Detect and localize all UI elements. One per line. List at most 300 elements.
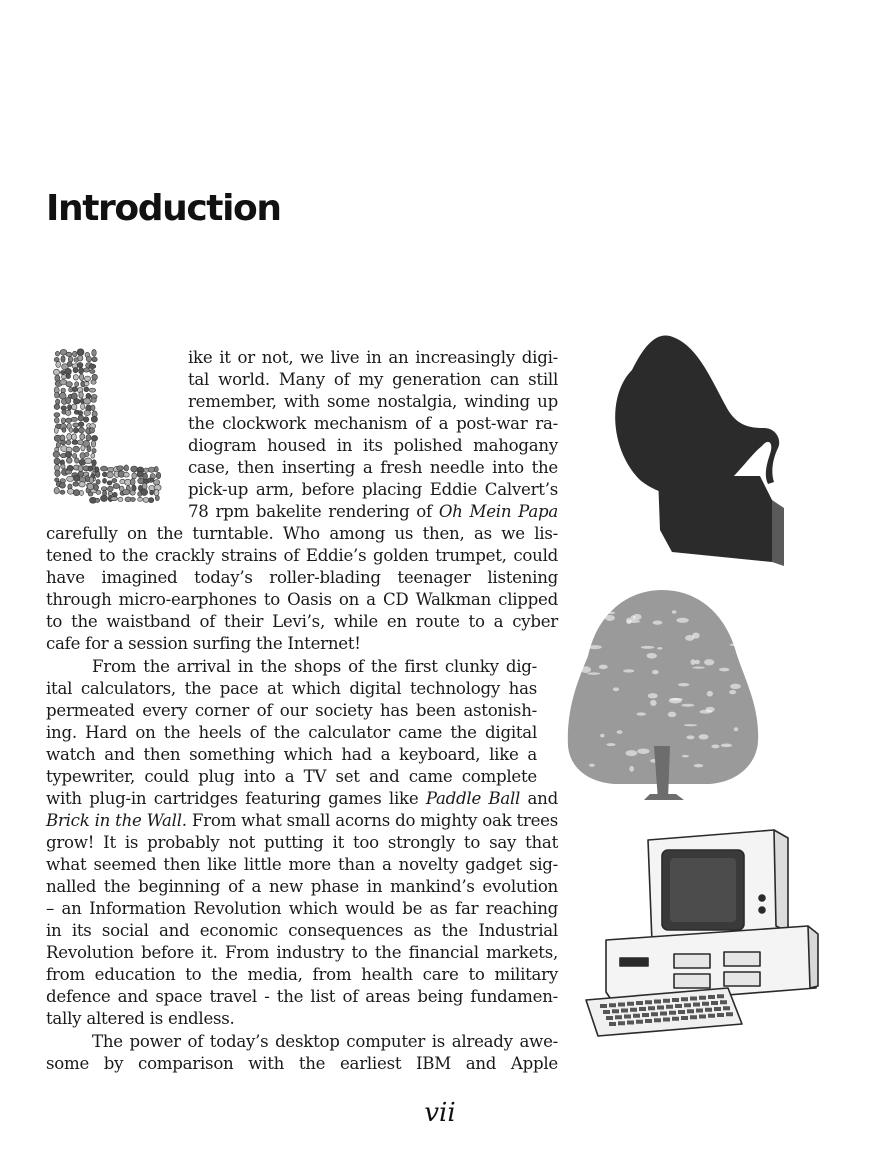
text-line: watch and then something which had a keyboard, like a xyxy=(46,745,537,764)
drop-cap-pebble xyxy=(154,466,158,472)
keyboard-key xyxy=(642,1013,649,1017)
drop-cap-pebble xyxy=(138,478,144,484)
tree-leaf-gap xyxy=(626,750,638,756)
keyboard-key xyxy=(675,1004,682,1008)
text-line: ing. Hard on the heels of the calculator came the digital xyxy=(46,723,537,742)
tree-leaf-gap xyxy=(587,672,600,674)
drop-cap-pebble xyxy=(96,479,100,484)
text-line-with-italic xyxy=(188,501,558,523)
keyboard-key xyxy=(600,1004,607,1008)
tree-leaf-gap xyxy=(729,690,736,694)
keyboard-key xyxy=(666,1005,673,1009)
keyboard-key xyxy=(663,1018,670,1022)
drop-cap-pebble xyxy=(79,482,85,487)
drop-cap-pebble xyxy=(89,388,96,392)
tree-leaf-gap xyxy=(583,619,587,622)
drop-cap-pebble xyxy=(53,451,60,457)
drop-cap-pebble xyxy=(73,490,80,496)
drop-cap-pebble xyxy=(66,382,73,387)
drop-cap-pebble xyxy=(118,497,123,502)
keyboard-key xyxy=(621,1009,628,1013)
tree-leaf-gap xyxy=(617,730,623,734)
drop-cap-pebble xyxy=(61,418,65,423)
drop-cap-pebble xyxy=(103,478,107,483)
tree-leaf-gap xyxy=(719,668,729,672)
drop-cap-pebble xyxy=(56,442,60,447)
drop-cap-pebble xyxy=(83,398,90,404)
drop-cap-pebble xyxy=(84,387,89,392)
tree-leaf-gap xyxy=(694,660,699,665)
drop-cap-pebble xyxy=(53,369,59,375)
drop-cap-pebble xyxy=(155,495,159,500)
tree-leaf-gap xyxy=(678,683,689,686)
keyboard-key xyxy=(681,997,688,1001)
drop-cap-pebble xyxy=(79,427,85,433)
drop-cap-pebble xyxy=(130,497,135,501)
record-title-italic: Oh Mein Papa xyxy=(438,502,558,521)
drop-cap-pebble xyxy=(54,404,60,410)
text-line: typewriter, could plug into a TV set and came complete xyxy=(46,767,537,786)
keyboard-key xyxy=(672,998,679,1002)
drop-cap-pebble xyxy=(72,404,77,410)
drop-cap-pebble xyxy=(67,433,72,440)
game-title-italic: Paddle Ball xyxy=(425,789,521,808)
drop-cap-pebble xyxy=(61,388,66,393)
drop-cap-pebble xyxy=(132,473,137,479)
text-line: defence and space travel - the list of areas being fundamen- xyxy=(46,987,558,1006)
keyboard-key xyxy=(627,1021,634,1025)
tree-leaf-gap xyxy=(721,744,732,748)
keyboard-key xyxy=(636,1020,643,1024)
drop-cap-pebble xyxy=(91,453,95,458)
text-line: the clockwork mechanism of a post-war ra- xyxy=(188,414,558,433)
keyboard-key xyxy=(657,1006,664,1010)
tree-leaf-gap xyxy=(668,712,676,718)
drop-cap-pebble xyxy=(86,356,91,361)
text-line: through micro-earphones to Oasis on a CD Walkman clipped xyxy=(46,590,558,609)
text-line: remember, with some nostalgia, winding up xyxy=(188,392,558,411)
gramophone-horn xyxy=(615,335,779,495)
tree-leaf-gap xyxy=(600,734,604,738)
tree-leaf-gap xyxy=(676,618,689,623)
keyboard-key xyxy=(726,1012,733,1016)
drop-cap-pebble xyxy=(74,458,79,463)
drop-cap-pebble xyxy=(156,472,160,479)
gramophone-shadow xyxy=(772,500,784,566)
drop-cap-pebble xyxy=(130,479,135,486)
drop-cap-pebble xyxy=(67,476,74,481)
monitor-knob xyxy=(759,895,765,901)
text-line: From the arrival in the shops of the first clunky dig- xyxy=(92,657,537,676)
drop-cap-pebble xyxy=(154,480,160,485)
tree-leaf-gap xyxy=(623,669,634,672)
oak-tree-image xyxy=(564,586,760,802)
drop-cap-pebble xyxy=(74,475,80,481)
keyboard-key xyxy=(711,1001,718,1005)
text-segment: From what small acorns do mighty oak trees xyxy=(191,811,559,830)
drop-cap-pebble xyxy=(66,352,72,356)
drop-cap-pebble xyxy=(61,464,65,469)
keyboard-key xyxy=(717,994,724,998)
tree-leaf-gap xyxy=(637,748,649,754)
text-line: grow! It is probably not putting it too strongly to say that xyxy=(46,833,558,852)
drop-cap-pebble xyxy=(88,492,93,496)
drop-cap-pebble xyxy=(73,367,78,372)
tree-leaf-gap xyxy=(681,704,694,707)
gramophone-image xyxy=(612,330,812,575)
drop-cap-pebble xyxy=(72,387,78,392)
tree-leaf-gap xyxy=(734,727,738,731)
tree-leaf-gap xyxy=(637,712,646,715)
drop-cap-pebble xyxy=(56,361,61,367)
text-line: The power of today’s desktop computer is already awe- xyxy=(92,1032,558,1051)
tree-leaf-gap xyxy=(609,612,615,614)
drop-cap-pebble xyxy=(90,369,95,373)
drop-cap-pebble xyxy=(131,466,138,472)
drop-cap-pebble xyxy=(66,374,71,379)
drop-cap-pebble xyxy=(78,415,83,421)
drop-cap-pebble xyxy=(91,416,97,422)
tree-leaf-gap xyxy=(730,644,741,647)
drop-cap-pebble xyxy=(91,435,97,441)
drop-cap-pebble xyxy=(66,440,71,445)
drop-cap-pebble xyxy=(61,356,65,363)
drop-cap-pebble xyxy=(54,487,59,493)
floppy-drive xyxy=(674,954,710,968)
drop-cap-pebble xyxy=(81,445,85,451)
text-line: case, then inserting a fresh needle into the xyxy=(188,458,558,477)
drop-cap-pebble xyxy=(92,349,97,356)
drop-cap-pebble xyxy=(92,357,97,362)
text-line: from education to the media, from health care to military xyxy=(46,965,558,984)
text-line: Revolution before it. From industry to the financial markets, xyxy=(46,943,558,962)
tree-leaf-gap xyxy=(685,635,694,641)
text-line: tened to the crackly strains of Eddie’s golden trumpet, could xyxy=(46,546,558,565)
drop-cap-pebble xyxy=(84,382,89,386)
tree-leaf-gap xyxy=(606,743,615,746)
text-segment: 78 rpm bakelite rendering of xyxy=(188,502,432,521)
tree-leaf-gap xyxy=(631,615,636,620)
tree-leaf-gap xyxy=(648,693,658,698)
drop-cap-pebble xyxy=(77,349,84,356)
drop-cap-pebble xyxy=(73,399,80,404)
drop-cap-pebble xyxy=(78,355,83,361)
drop-cap-pebble xyxy=(78,440,84,445)
text-line: to the waistband of their Levi’s, while en route to a cyber xyxy=(46,612,558,631)
brand-badge xyxy=(620,958,648,966)
keyboard-key xyxy=(615,1015,622,1019)
drop-cap-pebble xyxy=(125,479,131,485)
keyboard-key xyxy=(654,1018,661,1022)
text-line: cafe for a session surfing the Internet! xyxy=(46,634,361,653)
drop-cap-pebble xyxy=(85,458,92,464)
drop-cap-pebble xyxy=(83,417,88,423)
drop-cap-pebble xyxy=(83,368,89,372)
drop-cap-pebble xyxy=(61,406,67,410)
drop-cap-pebble xyxy=(92,448,96,453)
drop-cap-pebble xyxy=(150,490,154,495)
gramophone-cabinet xyxy=(658,476,772,562)
drop-cap-pebble xyxy=(91,441,95,448)
drop-cap-pebble xyxy=(79,374,83,381)
drop-cap-pebble xyxy=(95,498,100,502)
text-line: diogram housed in its polished mahogany xyxy=(188,436,558,455)
tree-leaf-gap xyxy=(650,700,657,706)
drop-cap-pebble xyxy=(78,466,83,472)
keyboard-key xyxy=(627,1002,634,1006)
tree-leaf-gap xyxy=(653,620,663,624)
text-line: nalled the beginning of a new phase in mankind’s evolution xyxy=(46,877,558,896)
chapter-title: Introduction xyxy=(46,188,281,229)
drop-cap-pebble xyxy=(86,435,91,441)
keyboard-key xyxy=(645,1000,652,1004)
drop-cap-pebble xyxy=(73,428,78,433)
drop-cap-pebble xyxy=(77,362,83,367)
keyboard-key xyxy=(696,1009,703,1013)
drop-cap-pebble xyxy=(60,490,65,494)
drop-cap-pebble xyxy=(107,486,113,491)
text-line: tal world. Many of my generation can still xyxy=(188,370,558,389)
drop-cap-pebble xyxy=(138,497,143,501)
keyboard-key xyxy=(636,1001,643,1005)
keyboard-key xyxy=(624,1015,631,1019)
tree-leaf-gap xyxy=(641,646,654,649)
keyboard-key xyxy=(702,1002,709,1006)
tree-leaf-gap xyxy=(692,667,704,669)
drop-cap-pebble xyxy=(72,440,78,444)
tree-leaf-gap xyxy=(629,766,634,772)
drop-cap-pebble xyxy=(117,466,124,471)
keyboard-key xyxy=(687,1009,694,1013)
keyboard-key xyxy=(639,1007,646,1011)
drop-cap-pebble xyxy=(67,489,74,495)
tree-leaf-gap xyxy=(581,666,591,673)
keyboard-key xyxy=(720,1000,727,1004)
text-line: permeated every corner of our society has been astonish- xyxy=(46,701,537,720)
keyboard-key xyxy=(663,999,670,1003)
keyboard-key xyxy=(690,997,697,1001)
drop-cap-pebble xyxy=(75,382,79,387)
drop-cap-pebble xyxy=(79,392,84,399)
drop-cap-pebble xyxy=(80,434,85,440)
monitor-knob xyxy=(759,907,765,913)
tree-leaf-gap xyxy=(694,764,704,767)
tree-leaf-gap xyxy=(690,659,695,665)
drop-cap-pebble xyxy=(81,403,85,409)
drop-cap-pebble xyxy=(91,398,96,402)
keyboard-key xyxy=(684,1003,691,1007)
tree-leaf-gap xyxy=(699,734,709,739)
drop-cap-pebble xyxy=(55,351,59,356)
tree-roots xyxy=(644,794,684,800)
drop-cap-pebble xyxy=(154,489,159,496)
desktop-computer-image xyxy=(578,828,826,1038)
keyboard-key xyxy=(672,1017,679,1021)
drop-cap-pebble xyxy=(148,498,153,503)
keyboard-key xyxy=(669,1011,676,1015)
drop-cap-pebble xyxy=(73,482,79,486)
drop-cap-pebble xyxy=(107,467,114,472)
page-number: vii xyxy=(424,1098,456,1128)
tree-leaf-gap xyxy=(672,610,677,614)
drop-cap-pebble xyxy=(111,497,118,501)
keyboard-key xyxy=(609,1022,616,1026)
tree-leaf-gap xyxy=(669,698,682,704)
drop-cap-pebble xyxy=(59,393,66,400)
drop-cap-pebble xyxy=(66,418,72,423)
keyboard-key xyxy=(612,1009,619,1013)
tree-leaf-gap xyxy=(599,665,608,670)
keyboard-key xyxy=(693,1003,700,1007)
drop-cap-pebble xyxy=(61,440,66,445)
keyboard-key xyxy=(654,1000,661,1004)
text-line-with-italic xyxy=(46,788,558,810)
drop-cap-pebble xyxy=(85,452,89,457)
drop-cap-pebble xyxy=(90,428,95,433)
keyboard-key xyxy=(699,996,706,1000)
tree-leaf-gap xyxy=(732,619,745,625)
drop-cap-pebble xyxy=(92,374,98,380)
keyboard-key xyxy=(681,1016,688,1020)
keyboard-key xyxy=(645,1019,652,1023)
drop-cap-pebble xyxy=(100,495,107,501)
drop-cap-pebble xyxy=(87,446,91,452)
text-line: what seemed then like little more than a novelty gadget sig- xyxy=(46,855,558,874)
tree-leaf-gap xyxy=(684,724,697,726)
tree-leaf-gap xyxy=(711,745,719,749)
drop-cap-pebble xyxy=(96,471,100,477)
drop-cap-pebble xyxy=(78,422,84,427)
drop-cap-pebble xyxy=(73,375,78,381)
monitor-screen-glare xyxy=(670,858,736,922)
system-unit-side xyxy=(808,926,818,988)
tree-trunk xyxy=(654,746,670,800)
keyboard-key xyxy=(714,1007,721,1011)
drop-cap-pebble xyxy=(100,466,107,471)
drop-cap-pebble xyxy=(87,483,94,490)
text-segment: with plug-in cartridges featuring games like xyxy=(46,789,419,808)
drop-cap-pebble xyxy=(55,470,61,477)
game-title-italic: Brick in the Wall. xyxy=(46,811,187,830)
text-line: have imagined today’s roller-blading teenager listening xyxy=(46,568,558,587)
drop-cap-pebble xyxy=(80,490,84,495)
text-line: some by comparison with the earliest IBM and Apple xyxy=(46,1054,558,1073)
drop-cap-pebble xyxy=(113,483,119,488)
drop-cap-pebble xyxy=(141,489,148,496)
drop-cap-pebble xyxy=(124,465,129,471)
tree-leaf-gap xyxy=(647,653,657,659)
tree-leaf-gap xyxy=(706,707,715,712)
drop-cap-pebble xyxy=(143,473,148,480)
text-line: ital calculators, the pace at which digital technology has xyxy=(46,679,537,698)
drop-cap-pebble xyxy=(66,397,71,404)
drop-cap-pebble xyxy=(72,351,77,357)
drop-cap-pebble xyxy=(84,376,90,381)
keyboard-key xyxy=(651,1012,658,1016)
tree-leaf-gap xyxy=(682,755,689,758)
drop-cap-pebble xyxy=(107,481,112,485)
drop-cap-pebble xyxy=(54,458,60,464)
drop-cap-pebble xyxy=(91,405,95,411)
drop-cap-pebble xyxy=(73,423,79,427)
drop-cap-pebble xyxy=(147,478,154,482)
text-line: ike it or not, we live in an increasingly digi- xyxy=(188,348,558,367)
keyboard-key xyxy=(633,1014,640,1018)
text-line: pick-up arm, before placing Eddie Calvert’s xyxy=(188,480,558,499)
drop-cap-letter xyxy=(50,346,168,508)
keyboard-key xyxy=(630,1008,637,1012)
keyboard-key xyxy=(699,1015,706,1019)
drop-cap-pebble xyxy=(84,410,91,415)
drop-cap-pebble xyxy=(89,364,96,369)
tree-leaf-gap xyxy=(704,659,714,665)
keyboard-key xyxy=(690,1015,697,1019)
drop-cap-pebble xyxy=(92,460,97,466)
drop-cap-pebble xyxy=(107,472,114,478)
keyboard-key xyxy=(618,1021,625,1025)
tree-leaf-gap xyxy=(687,735,695,739)
drop-cap-pebble xyxy=(93,485,98,491)
drop-cap-pebble xyxy=(123,489,130,494)
text-segment: and xyxy=(527,789,558,808)
drop-cap-pebble xyxy=(124,472,130,477)
drop-cap-pebble xyxy=(55,399,59,404)
keyboard-key xyxy=(717,1013,724,1017)
tree-leaf-gap xyxy=(707,691,713,697)
drop-cap-pebble xyxy=(66,457,72,463)
drop-cap-pebble xyxy=(73,446,80,452)
keyboard-key xyxy=(648,1006,655,1010)
drop-cap-pebble xyxy=(71,417,77,421)
drop-cap-pebble xyxy=(79,368,84,374)
drop-cap-pebble xyxy=(96,490,101,494)
drop-cap-pebble xyxy=(65,451,72,457)
drop-cap-pebble xyxy=(67,405,71,411)
monitor-side xyxy=(774,830,788,932)
drop-cap-pebble xyxy=(65,410,71,415)
drop-cap-pebble xyxy=(89,477,94,483)
text-line: carefully on the turntable. Who among us then, as we lis- xyxy=(46,524,558,543)
floppy-drive xyxy=(724,952,760,966)
tree-leaf-gap xyxy=(589,764,595,767)
tree-leaf-gap xyxy=(605,615,615,621)
tree-leaf-gap xyxy=(657,647,662,649)
drop-cap-pebble xyxy=(88,466,92,471)
keyboard-key xyxy=(618,1003,625,1007)
floppy-drive xyxy=(674,974,710,988)
drop-cap-pebble xyxy=(72,434,77,440)
tree-leaf-gap xyxy=(588,645,602,649)
keyboard-key xyxy=(705,1008,712,1012)
text-line: tally altered is endless. xyxy=(46,1009,235,1028)
keyboard-key xyxy=(678,1010,685,1014)
text-line: in its social and economic consequences as the Industrial xyxy=(46,921,558,940)
drop-cap-pebble xyxy=(130,490,135,495)
drop-cap-pebble xyxy=(54,427,58,433)
tree-leaf-gap xyxy=(652,670,659,674)
drop-cap-pebble xyxy=(69,428,73,433)
keyboard-key xyxy=(660,1012,667,1016)
keyboard-key xyxy=(708,995,715,999)
drop-cap-pebble xyxy=(54,392,59,398)
drop-cap-pebble xyxy=(144,468,149,472)
drop-cap-pebble xyxy=(54,413,60,417)
tree-leaf-gap xyxy=(613,687,619,691)
text-line-with-italic xyxy=(46,810,558,832)
keyboard-key xyxy=(723,1006,730,1010)
keyboard-key xyxy=(603,1010,610,1014)
drop-cap-pebble xyxy=(67,362,72,367)
